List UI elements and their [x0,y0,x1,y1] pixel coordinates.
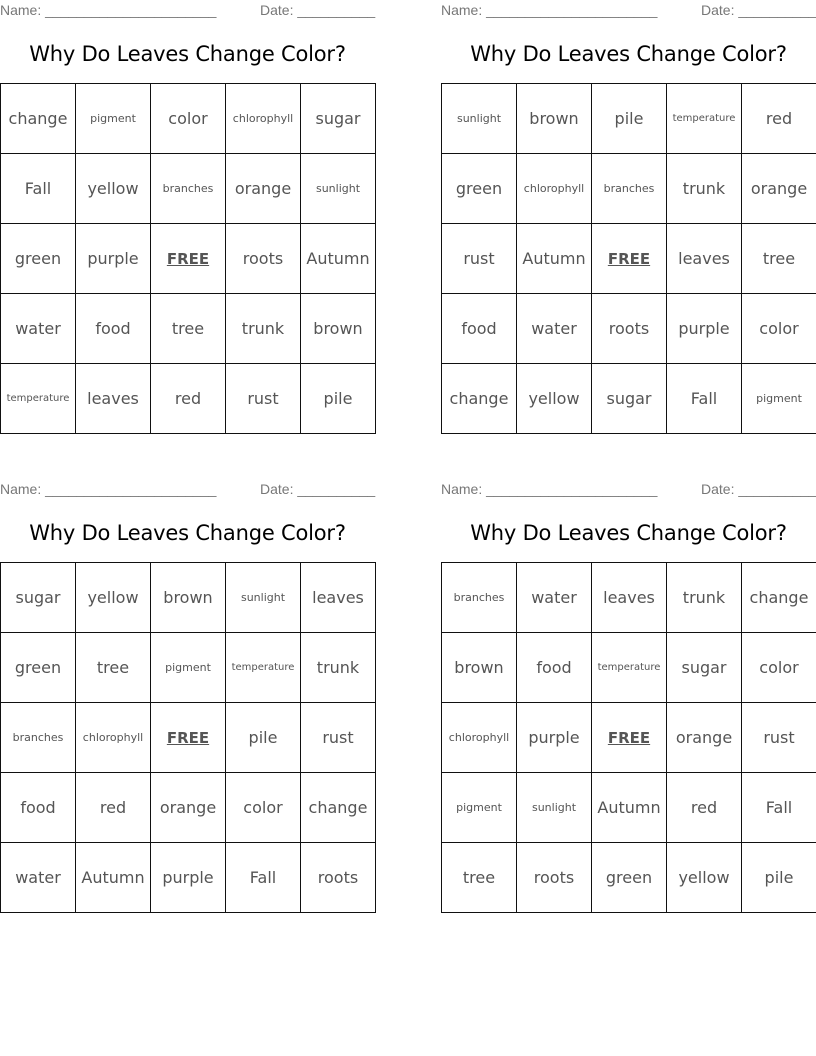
bingo-cell: brown [301,294,376,364]
bingo-cell: chlorophyll [226,84,301,154]
bingo-cell: tree [76,633,151,703]
bingo-cell: trunk [226,294,301,364]
bingo-cell: red [667,773,742,843]
bingo-cell: branches [1,703,76,773]
bingo-grid [441,83,816,434]
bingo-row [442,703,816,773]
bingo-cell: color [742,294,816,364]
bingo-row [442,563,816,633]
bingo-cell: green [1,224,76,294]
bingo-cell: color [742,633,816,703]
date-field-label: Date: __________ [260,481,376,497]
card-title: Why Do Leaves Change Color? [29,42,346,66]
bingo-cell: sugar [301,84,376,154]
bingo-cell: chlorophyll [442,703,517,773]
bingo-cell: purple [76,224,151,294]
bingo-row [442,773,816,843]
bingo-grid [0,83,376,434]
bingo-cell: pile [742,843,816,913]
date-field-label: Date: __________ [701,481,816,497]
name-field-label: Name: ______________________ [441,2,658,18]
bingo-cell: pigment [151,633,226,703]
bingo-cell: brown [442,633,517,703]
bingo-cell: water [1,843,76,913]
bingo-cell: Autumn [517,224,592,294]
bingo-cell: temperature [226,633,301,703]
name-date-header [0,481,375,499]
bingo-cell: temperature [592,633,667,703]
bingo-cell: orange [742,154,816,224]
bingo-cell: trunk [667,154,742,224]
bingo-cell: chlorophyll [517,154,592,224]
bingo-cell: change [442,364,517,434]
bingo-cell: roots [592,294,667,364]
bingo-cell: roots [301,843,376,913]
free-space: FREE [151,224,226,294]
bingo-cell: branches [442,563,517,633]
bingo-cell: Fall [1,154,76,224]
bingo-cell: change [742,563,816,633]
bingo-cell: green [592,843,667,913]
bingo-cell: tree [442,843,517,913]
bingo-row [442,843,816,913]
bingo-cell: orange [151,773,226,843]
bingo-cell: leaves [667,224,742,294]
bingo-cell: Autumn [592,773,667,843]
bingo-cell: brown [151,563,226,633]
bingo-cell: pile [592,84,667,154]
bingo-cell: yellow [76,563,151,633]
name-field-label: Name: ______________________ [0,2,217,18]
card-title: Why Do Leaves Change Color? [470,521,787,545]
bingo-cell: red [151,364,226,434]
bingo-row [1,563,376,633]
bingo-cell: Autumn [301,224,376,294]
bingo-cell: water [517,563,592,633]
bingo-cell: change [301,773,376,843]
card-title: Why Do Leaves Change Color? [470,42,787,66]
bingo-cell: food [442,294,517,364]
name-date-header [441,2,816,20]
date-field-label: Date: __________ [260,2,376,18]
bingo-cell: rust [742,703,816,773]
bingo-cell: pigment [442,773,517,843]
bingo-row [1,294,376,364]
bingo-cell: trunk [301,633,376,703]
bingo-cell: water [517,294,592,364]
bingo-row [1,843,376,913]
bingo-cell: pigment [76,84,151,154]
bingo-grid [441,562,816,913]
bingo-cell: rust [301,703,376,773]
card-title: Why Do Leaves Change Color? [29,521,346,545]
bingo-cell: pigment [742,364,816,434]
bingo-cell: purple [667,294,742,364]
bingo-row [1,224,376,294]
bingo-cell: food [517,633,592,703]
bingo-cell: Fall [742,773,816,843]
bingo-cell: sunlight [301,154,376,224]
bingo-row [1,703,376,773]
bingo-cell: red [76,773,151,843]
bingo-cell: sunlight [226,563,301,633]
bingo-cell: red [742,84,816,154]
name-date-header [441,481,816,499]
bingo-cell: change [1,84,76,154]
name-field-label: Name: ______________________ [0,481,217,497]
bingo-cell: green [1,633,76,703]
bingo-cell: food [1,773,76,843]
free-space: FREE [592,224,667,294]
bingo-cell: color [151,84,226,154]
bingo-cell: branches [592,154,667,224]
bingo-row [1,633,376,703]
bingo-cell: Fall [226,843,301,913]
bingo-cell: water [1,294,76,364]
bingo-row [442,84,816,154]
date-field-label: Date: __________ [701,2,816,18]
bingo-cell: chlorophyll [76,703,151,773]
free-space: FREE [151,703,226,773]
bingo-cell: sugar [1,563,76,633]
bingo-cell: leaves [301,563,376,633]
bingo-cell: purple [517,703,592,773]
bingo-row [442,224,816,294]
bingo-cell: sunlight [517,773,592,843]
bingo-cell: temperature [1,364,76,434]
bingo-cell: roots [226,224,301,294]
bingo-cell: Autumn [76,843,151,913]
name-field-label: Name: ______________________ [441,481,658,497]
bingo-cell: leaves [592,563,667,633]
bingo-cell: brown [517,84,592,154]
bingo-grid [0,562,376,913]
bingo-row [442,294,816,364]
bingo-cell: branches [151,154,226,224]
bingo-cell: purple [151,843,226,913]
bingo-row [1,84,376,154]
free-space: FREE [592,703,667,773]
bingo-cell: rust [442,224,517,294]
bingo-cell: roots [517,843,592,913]
bingo-row [1,154,376,224]
bingo-cell: sugar [667,633,742,703]
bingo-cell: orange [226,154,301,224]
bingo-cell: pile [226,703,301,773]
bingo-row [442,364,816,434]
bingo-cell: rust [226,364,301,434]
bingo-cell: green [442,154,517,224]
bingo-cell: orange [667,703,742,773]
bingo-cell: tree [151,294,226,364]
bingo-cell: yellow [667,843,742,913]
name-date-header [0,2,375,20]
bingo-cell: sunlight [442,84,517,154]
bingo-cell: sugar [592,364,667,434]
bingo-cell: color [226,773,301,843]
bingo-row [442,633,816,703]
bingo-row [1,773,376,843]
bingo-cell: trunk [667,563,742,633]
bingo-cell: yellow [76,154,151,224]
bingo-cell: tree [742,224,816,294]
bingo-cell: temperature [667,84,742,154]
bingo-row [442,154,816,224]
bingo-cell: yellow [517,364,592,434]
bingo-cell: food [76,294,151,364]
bingo-row [1,364,376,434]
bingo-cell: leaves [76,364,151,434]
bingo-cell: pile [301,364,376,434]
bingo-cell: Fall [667,364,742,434]
